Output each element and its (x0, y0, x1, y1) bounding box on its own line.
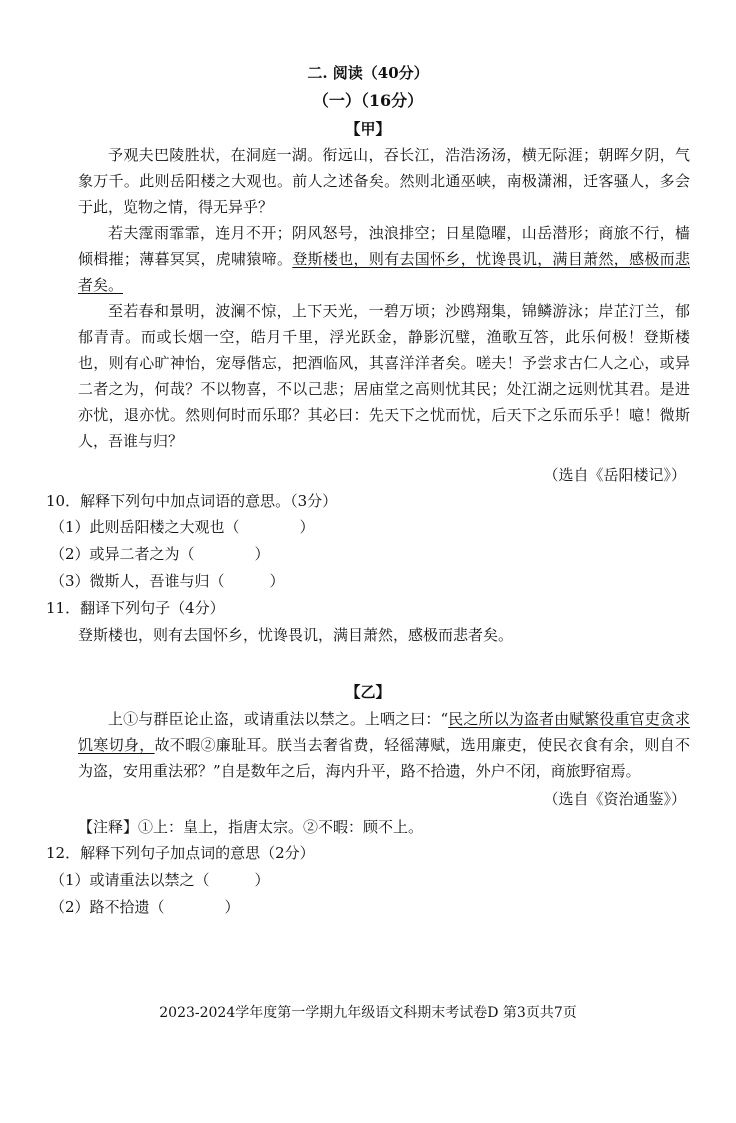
question-11-sentence: 登斯楼也，则有去国怀乡，忧谗畏讥，满目萧然，感极而悲者矣。 (78, 626, 514, 644)
question-10-item-1: （1）此则岳阳楼之大观也（ ） (50, 518, 315, 536)
part-title: （一）（16分） (312, 91, 424, 110)
question-10-title: 10．解释下列句中加点词语的意思。（3分） (46, 492, 338, 510)
passage-jia-paragraph-2-text: 若夫霪雨霏霏，连月不开；阴风怒号，浊浪排空；日星隐曜，山岳潜形；商旅不行，樯倾楫摧；薄暮冥冥，虎啸猿啼。 (78, 224, 690, 268)
passage-yi (78, 706, 690, 784)
passage-yi-text-end: 故不暇②廉耻耳。朕当去奢省费，轻徭薄赋，选用廉吏，使民衣食有余，则自不为盗，安用重法邪？”自是数年之后，海内升平，路不拾遗，外户不闭，商旅野宿焉。 (78, 736, 690, 780)
passage-jia-source: （选自《岳阳楼记》） (543, 466, 686, 484)
question-10-item-3: （3）微斯人，吾谁与归（ ） (50, 572, 285, 590)
question-10-item-2: （2）或异二者之为（ ） (50, 545, 270, 563)
passage-yi-note: 【注释】①上：皇上，指唐太宗。②不暇：顾不上。 (78, 818, 424, 836)
question-12-title: 12．解释下列句子加点词的意思（2分） (46, 844, 315, 862)
page-footer: 2023-2024学年度第一学期九年级语文科期末考试卷D 第3页共7页 (159, 1005, 577, 1021)
passage-jia-paragraph-3: 至若春和景明，波澜不惊，上下天光，一碧万顷；沙鸥翔集，锦鳞游泳；岸芷汀兰，郁郁青青。而或长烟一空，皓月千里，浮光跃金，静影沉璧，渔歌互答，此乐何极！登斯楼也，则有心旷神怡，宠辱偕忘，把酒临风，其喜洋洋者矣。嗟夫！予尝求古仁人之心，或异二者之为，何哉？不以物喜，不以己悲；居庙堂之高则忧其民；处江湖之远则忧其君。是进亦忧，退亦忧。然则何时而乐耶？其必曰：先天下之忧而忧，后天下之乐而乐乎！噫！微斯人，吾谁与归？ (78, 302, 690, 450)
passage-jia-paragraph-2 (78, 220, 690, 298)
passage-yi-source: （选自《资治通鉴》） (543, 790, 686, 808)
section-title: 二. 阅读（40分） (307, 64, 429, 82)
question-11-title: 11．翻译下列句子（4分） (46, 599, 225, 617)
underlined-sentence: 民之所以为盗者由赋繁役重官吏贪求饥寒切身， (78, 710, 690, 754)
passage-yi-marker: 【乙】 (345, 683, 391, 701)
passage-jia-marker: 【甲】 (345, 120, 391, 138)
question-12-item-2: （2）路不拾遗（ ） (50, 898, 240, 916)
passage-jia (78, 142, 690, 454)
underlined-sentence: 登斯楼也，则有去国怀乡，忧谗畏讥，满目萧然，感极而悲者矣。 (78, 250, 690, 294)
question-12-item-1: （1）或请重法以禁之（ ） (50, 871, 270, 889)
passage-yi-paragraph (78, 706, 690, 784)
passage-jia-paragraph-1: 予观夫巴陵胜状，在洞庭一湖。衔远山，吞长江，浩浩汤汤，横无际涯；朝晖夕阴，气象万千。此则岳阳楼之大观也。前人之述备矣。然则北通巫峡，南极潇湘，迁客骚人，多会于此，览物之情，得无异乎？ (78, 146, 690, 216)
passage-yi-text-start: 上①与群臣论止盗，或请重法以禁之。上哂之曰：“ (108, 710, 449, 728)
